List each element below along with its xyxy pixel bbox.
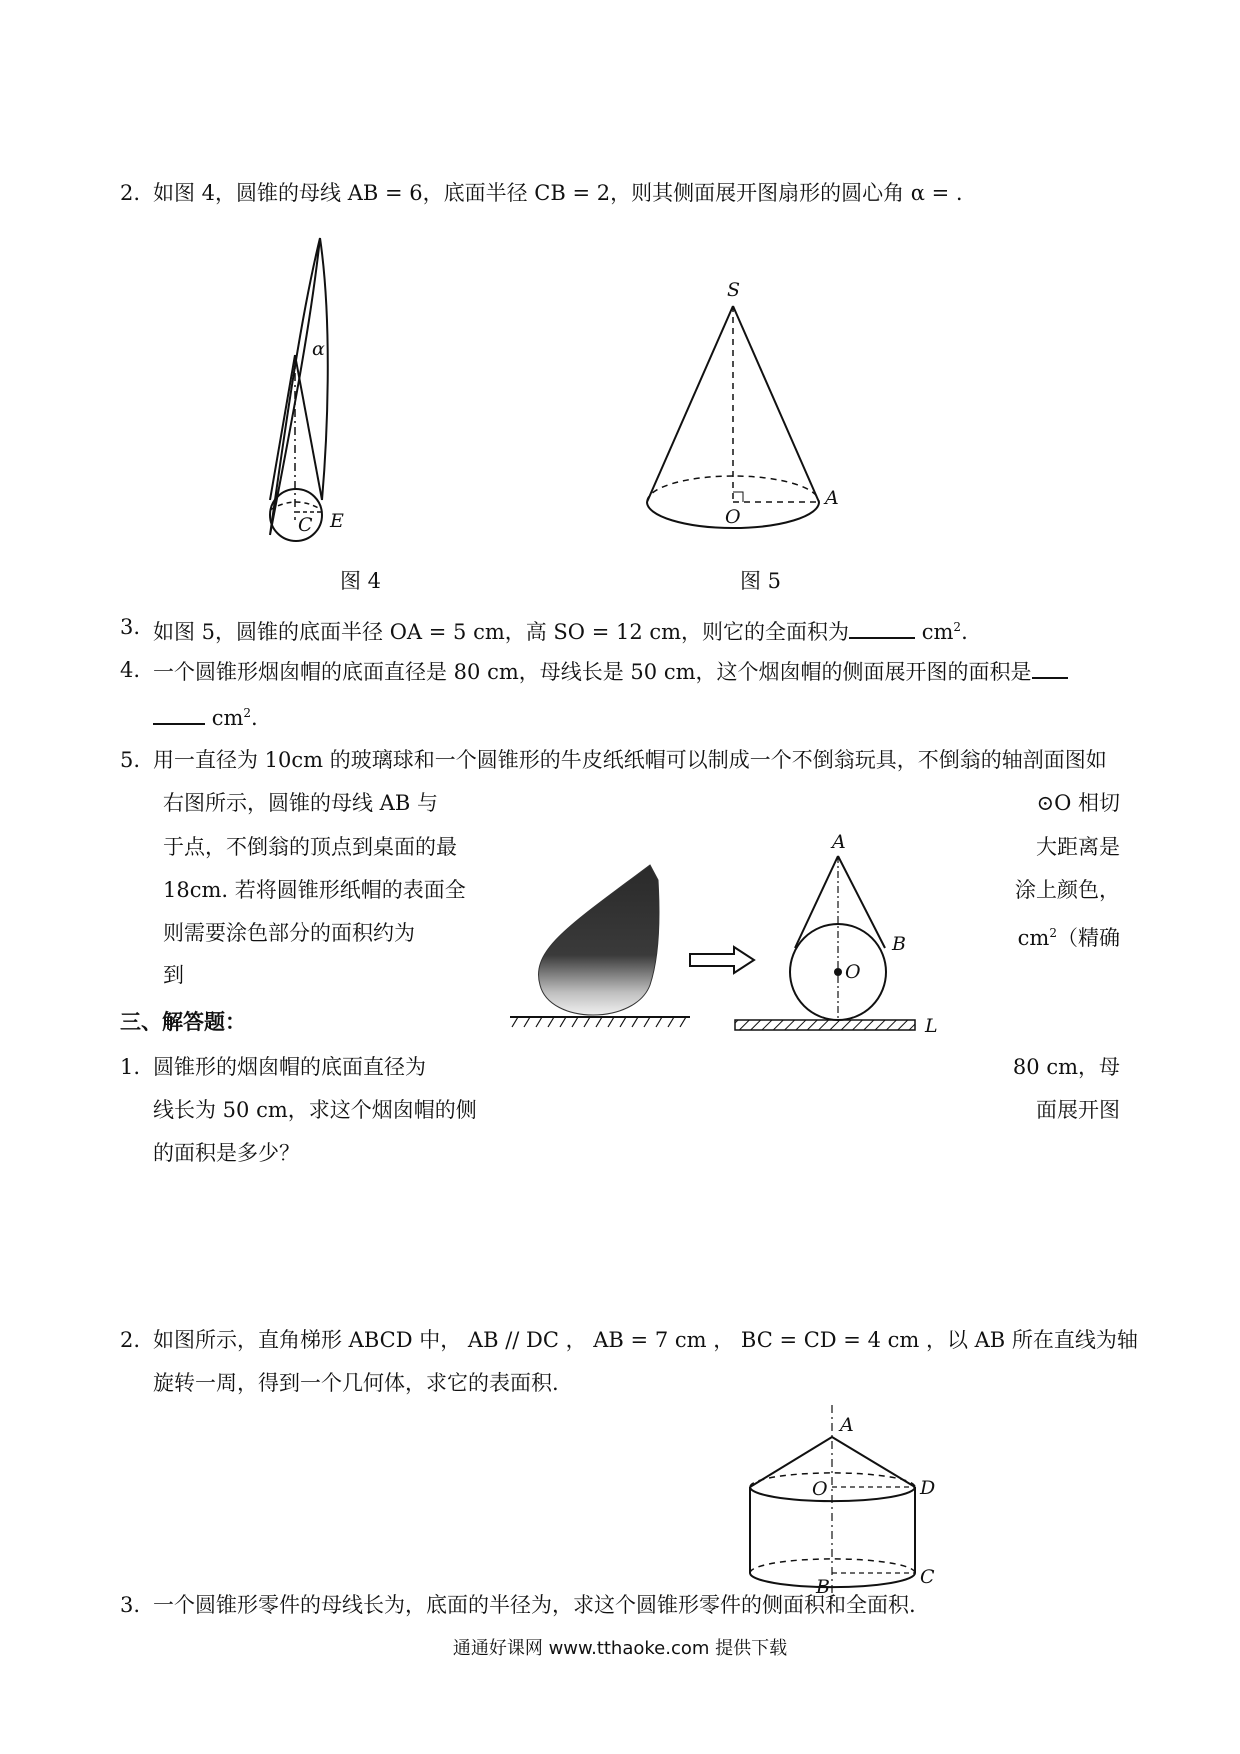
s2-line2: 旋转一周，得到一个几何体，求它的表面积.	[153, 1371, 559, 1395]
q4-unit-sup: 2	[243, 706, 252, 720]
figure-5-caption: 图 5	[740, 569, 782, 593]
q5-line2-left: 右图所示，圆锥的母线 AB 与	[163, 791, 438, 815]
s2-line1: 如图所示，直角梯形 ABCD 中， AB // DC ， AB = 7 cm ， BC = CD = 4 cm ，以 AB 所在直线为轴	[153, 1328, 1138, 1352]
q5-line1: 用一直径为 10cm 的玻璃球和一个圆锥形的牛皮纸纸帽可以制成一个不倒翁玩具，不倒翁的轴剖面图如	[153, 748, 1107, 772]
q5-line5-unit: cm	[1017, 926, 1050, 950]
s1-line2-left: 线长为 50 cm，求这个烟囱帽的侧	[153, 1098, 477, 1122]
section-3-heading: 三、解答题：	[120, 1010, 246, 1034]
s1-line1-left: 圆锥形的烟囱帽的底面直径为	[153, 1055, 426, 1079]
q5-line3-left: 于点，不倒翁的顶点到桌面的最	[163, 835, 457, 859]
q5-line3-right: 大距离是	[1036, 835, 1120, 859]
fig5-label-s: S	[727, 279, 741, 301]
tumbler-label-a: A	[832, 831, 846, 853]
q3-answer-blank[interactable]	[849, 615, 915, 639]
cyl-label-c: C	[920, 1566, 935, 1588]
s3-text: 一个圆锥形零件的母线长为，底面的半径为，求这个圆锥形零件的侧面积和全面积.	[153, 1593, 916, 1617]
cylinder-cone-figure	[740, 1405, 960, 1605]
s1-line2-right: 面展开图	[1036, 1098, 1120, 1122]
tumbler-label-l: L	[925, 1015, 938, 1037]
s1-number: 1.	[120, 1055, 141, 1079]
q4-unit: cm	[211, 706, 244, 730]
q4-end: .	[251, 706, 258, 730]
q4-text-line	[153, 655, 1068, 687]
s1-line3: 的面积是多少？	[153, 1141, 300, 1165]
fig5-label-o: O	[725, 506, 741, 528]
cyl-label-b: B	[816, 1576, 830, 1598]
q3-end: .	[961, 620, 968, 644]
q5-line2-right: ⊙O 相切	[1036, 791, 1120, 815]
q5-line4-left: 18cm. 若将圆锥形纸帽的表面全	[163, 878, 466, 902]
cyl-label-o: O	[812, 1478, 828, 1500]
q5-number: 5.	[120, 748, 141, 772]
q5-line5-left: 则需要涂色部分的面积约为	[163, 921, 415, 945]
q3-text: 如图 5，圆锥的底面半径 OA = 5 cm，高 SO = 12 cm，则它的全面积为	[153, 620, 850, 644]
fig4-label-c: C	[298, 514, 313, 536]
cyl-label-d: D	[920, 1477, 936, 1499]
q5-line5-sup: 2	[1049, 926, 1057, 940]
q5-line5-right	[1018, 918, 1120, 953]
fig5-label-a: A	[825, 487, 839, 509]
q3-text-line	[153, 612, 968, 647]
tumbler-photo	[510, 855, 700, 1035]
q3-number: 3.	[120, 615, 141, 639]
fig4-label-alpha: α	[312, 338, 325, 360]
s2-number: 2.	[120, 1328, 141, 1352]
q3-unit-sup: 2	[953, 620, 962, 634]
q2-number: 2.	[120, 181, 141, 205]
q2-text: 如图 4，圆锥的母线 AB = 6，底面半径 CB = 2，则其侧面展开图扇形的圆心角 α = .	[153, 181, 963, 205]
fig4-label-e: E	[330, 510, 344, 532]
q4-answer-blank-part1[interactable]	[1032, 655, 1068, 679]
figure-5-cone	[635, 270, 855, 540]
tumbler-label-o: O	[845, 961, 861, 983]
q5-line4-right: 涂上颜色，	[1015, 878, 1120, 902]
tumbler-label-b: B	[892, 933, 906, 955]
q5-line5-end: （精确	[1057, 926, 1120, 950]
tumbler-cross-section-diagram	[735, 830, 955, 1040]
s1-line1-right: 80 cm，母	[1012, 1055, 1120, 1079]
q3-unit: cm	[921, 620, 954, 644]
figure-4-unrolled-cone	[250, 230, 370, 550]
q4-text: 一个圆锥形烟囱帽的底面直径是 80 cm，母线长是 50 cm，这个烟囱帽的侧面展开图的面积是	[153, 660, 1032, 684]
s3-number: 3.	[120, 1593, 141, 1617]
q4-number: 4.	[120, 658, 141, 682]
q4-answer-blank-part2[interactable]	[153, 701, 205, 725]
q5-line6-left: 到	[163, 963, 184, 987]
q4-text-line2	[153, 698, 258, 733]
cyl-label-a: A	[840, 1414, 854, 1436]
figure-4-caption: 图 4	[340, 569, 382, 593]
page-footer: 通通好课网 www.tthaoke.com 提供下载	[452, 1638, 788, 1659]
